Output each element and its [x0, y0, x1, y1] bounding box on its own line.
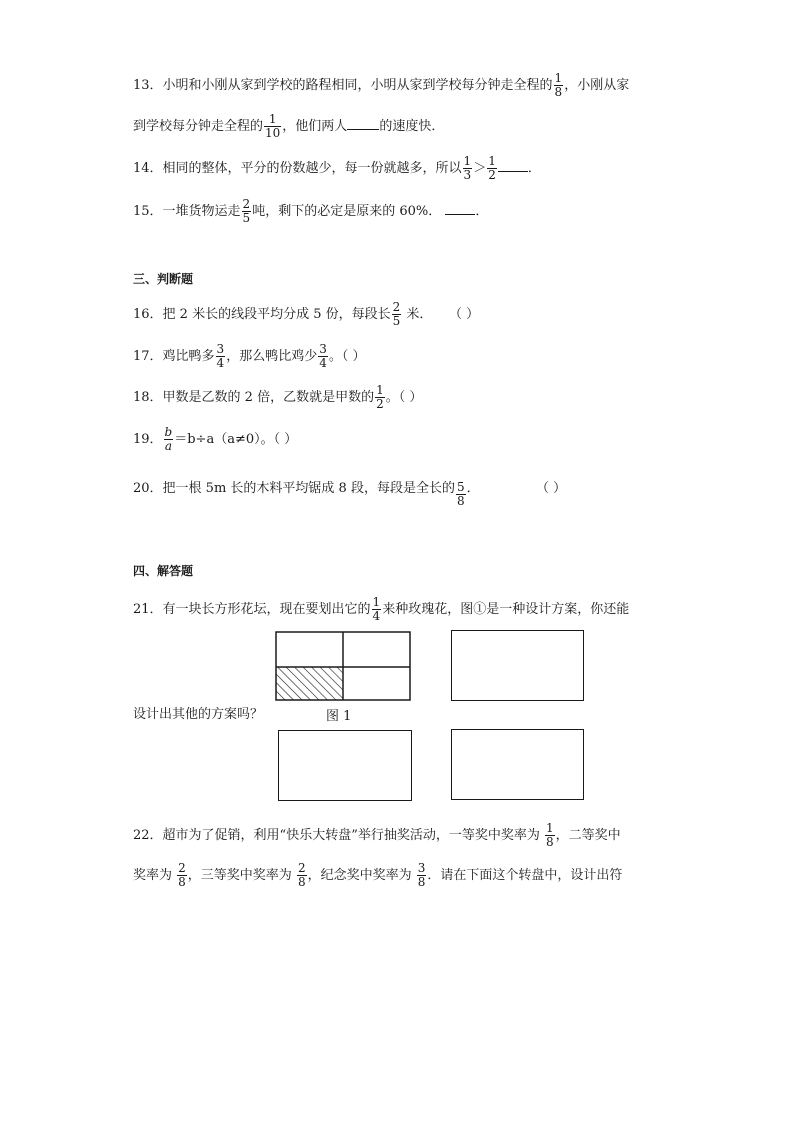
- q17-text-c[interactable]: 。（ ）: [328, 349, 366, 364]
- denominator: 4: [319, 356, 327, 370]
- question-19: [133, 426, 297, 453]
- numerator: 3: [216, 342, 225, 356]
- q13-fraction-2: [264, 113, 281, 140]
- q22-fraction-1: [545, 822, 555, 849]
- q22-fraction-2: [177, 862, 187, 889]
- q22-text-c: 奖率为: [133, 868, 173, 883]
- numerator: 1: [488, 154, 496, 168]
- q13-text-b: ，小刚从家: [564, 78, 630, 93]
- question-18: [133, 384, 422, 411]
- denominator: 5: [242, 211, 251, 225]
- q17-text-b: ，那么鸭比鸡少: [226, 349, 318, 364]
- q14-text-a: 14．相同的整体，平分的份数越少，每一份就越多，所以: [133, 161, 462, 176]
- q22-text-a: 22．超市为了促销，利用“快乐大转盘”举行抽奖活动，一等奖中奖率为: [133, 828, 540, 843]
- shaded-quarter: [276, 667, 343, 700]
- q17-fraction-1: [216, 343, 226, 370]
- q15-end: ．: [475, 204, 489, 219]
- denominator: 4: [216, 356, 225, 370]
- figure-1-label: 图 1: [326, 709, 352, 724]
- numerator: 2: [242, 197, 251, 211]
- denominator: 10: [265, 126, 281, 140]
- q16-fraction: [392, 301, 402, 328]
- q17-text-a: 17．鸡比鸭多: [133, 349, 215, 364]
- q13-text-e: 的速度快．: [379, 119, 445, 134]
- answer-blank[interactable]: [445, 202, 475, 215]
- q22-fraction-3: [297, 862, 307, 889]
- q18-text-b[interactable]: 。（ ）: [385, 390, 423, 405]
- denominator: 8: [554, 85, 563, 99]
- q16-answer-paren[interactable]: （ ）: [448, 307, 480, 322]
- q20-fraction: [456, 481, 466, 508]
- q22-text-d: ，三等奖中奖率为: [187, 868, 292, 883]
- q22-text-b: ，二等奖中: [555, 828, 621, 843]
- denominator: 5: [392, 314, 401, 328]
- q21-text-b: 来种玫瑰花，图①是一种设计方案，你还能: [382, 602, 630, 617]
- numerator: 1: [264, 113, 281, 127]
- numerator: 1: [372, 595, 381, 609]
- question-22-line-1: [133, 822, 621, 849]
- section-4-heading: 四、解答题: [133, 564, 194, 578]
- question-16: [133, 301, 479, 328]
- q14-end: ．: [527, 161, 541, 176]
- answer-blank[interactable]: [498, 159, 528, 172]
- q19-fraction: [164, 426, 174, 453]
- q13-text-a: 13．小明和小刚从家到学校的路程相同，小明从家到学校每分钟走全程的: [133, 78, 553, 93]
- figure-1-drawing: [275, 631, 411, 701]
- question-17: [133, 343, 365, 370]
- numerator: 1: [545, 821, 554, 835]
- q18-text-a: 18．甲数是乙数的 2 倍，乙数就是甲数的: [133, 390, 375, 405]
- design-box-top-right[interactable]: [451, 630, 584, 701]
- design-box-bottom-right[interactable]: [451, 729, 584, 800]
- figure-1-rectangle: [275, 631, 411, 701]
- denominator: 4: [372, 609, 381, 623]
- denominator: 3: [463, 168, 472, 182]
- denominator: 8: [417, 875, 426, 889]
- denominator: a: [164, 439, 172, 453]
- q22-text-f: ．请在下面这个转盘中，设计出符: [427, 868, 623, 883]
- question-15: [133, 198, 488, 225]
- numerator: 3: [417, 861, 426, 875]
- numerator: 1: [463, 154, 472, 168]
- answer-blank[interactable]: [347, 117, 379, 130]
- question-21-line-1: [133, 596, 629, 623]
- denominator: 8: [178, 875, 186, 889]
- q13-text-d: ，他们两人: [282, 119, 348, 134]
- numerator: 2: [297, 861, 306, 875]
- denominator: 8: [545, 835, 554, 849]
- question-21-line-2: 设计出其他的方案吗？: [133, 707, 264, 722]
- q16-text-b: 米．: [402, 307, 433, 322]
- numerator: 1: [554, 71, 563, 85]
- q14-fraction-2: [487, 155, 497, 182]
- q20-text-a: 20．把一根 5m 长的木料平均锯成 8 段，每段是全长的: [133, 481, 455, 496]
- q15-fraction: [242, 198, 252, 225]
- q15-text-b: 吨，剩下的必定是原来的 60%．: [252, 204, 442, 219]
- denominator: 2: [488, 168, 496, 182]
- q13-text-c: 到学校每分钟走全程的: [133, 119, 264, 134]
- q19-text-b[interactable]: ＝b÷a（a≠0）。（ ）: [174, 432, 298, 447]
- question-20: [133, 481, 480, 508]
- numerator: 3: [319, 342, 327, 356]
- q20-answer-paren[interactable]: （ ）: [536, 481, 567, 496]
- numerator: 2: [178, 861, 186, 875]
- numerator: b: [164, 425, 173, 439]
- q16-text-a: 16．把 2 米长的线段平均分成 5 份，每段长: [133, 307, 391, 322]
- q20-text-b: ．: [466, 481, 480, 496]
- q15-text-a: 15．一堆货物运走: [133, 204, 241, 219]
- question-13-line-2: [133, 113, 444, 140]
- q22-fraction-4: [417, 862, 427, 889]
- numerator: 2: [392, 300, 401, 314]
- q21-text-a: 21．有一块长方形花坛，现在要划出它的: [133, 602, 371, 617]
- denominator: 8: [456, 494, 465, 508]
- section-3-heading: 三、判断题: [133, 272, 194, 286]
- q21-fraction: [372, 596, 382, 623]
- question-13-line-1: [133, 72, 629, 99]
- question-14: [133, 155, 541, 182]
- q17-fraction-2: [318, 343, 328, 370]
- denominator: 8: [297, 875, 306, 889]
- question-22-line-2: [133, 862, 622, 889]
- denominator: 2: [376, 397, 384, 411]
- q19-text-a: 19．: [133, 432, 163, 447]
- q13-fraction-1: [554, 72, 564, 99]
- numerator: 5: [456, 480, 465, 494]
- q14-fraction-1: [463, 155, 473, 182]
- design-box-bottom-left[interactable]: [278, 730, 412, 801]
- q14-operator: ＞: [473, 161, 487, 176]
- q18-fraction: [375, 384, 385, 411]
- numerator: 1: [376, 383, 384, 397]
- q22-text-e: ，纪念奖中奖率为: [307, 868, 412, 883]
